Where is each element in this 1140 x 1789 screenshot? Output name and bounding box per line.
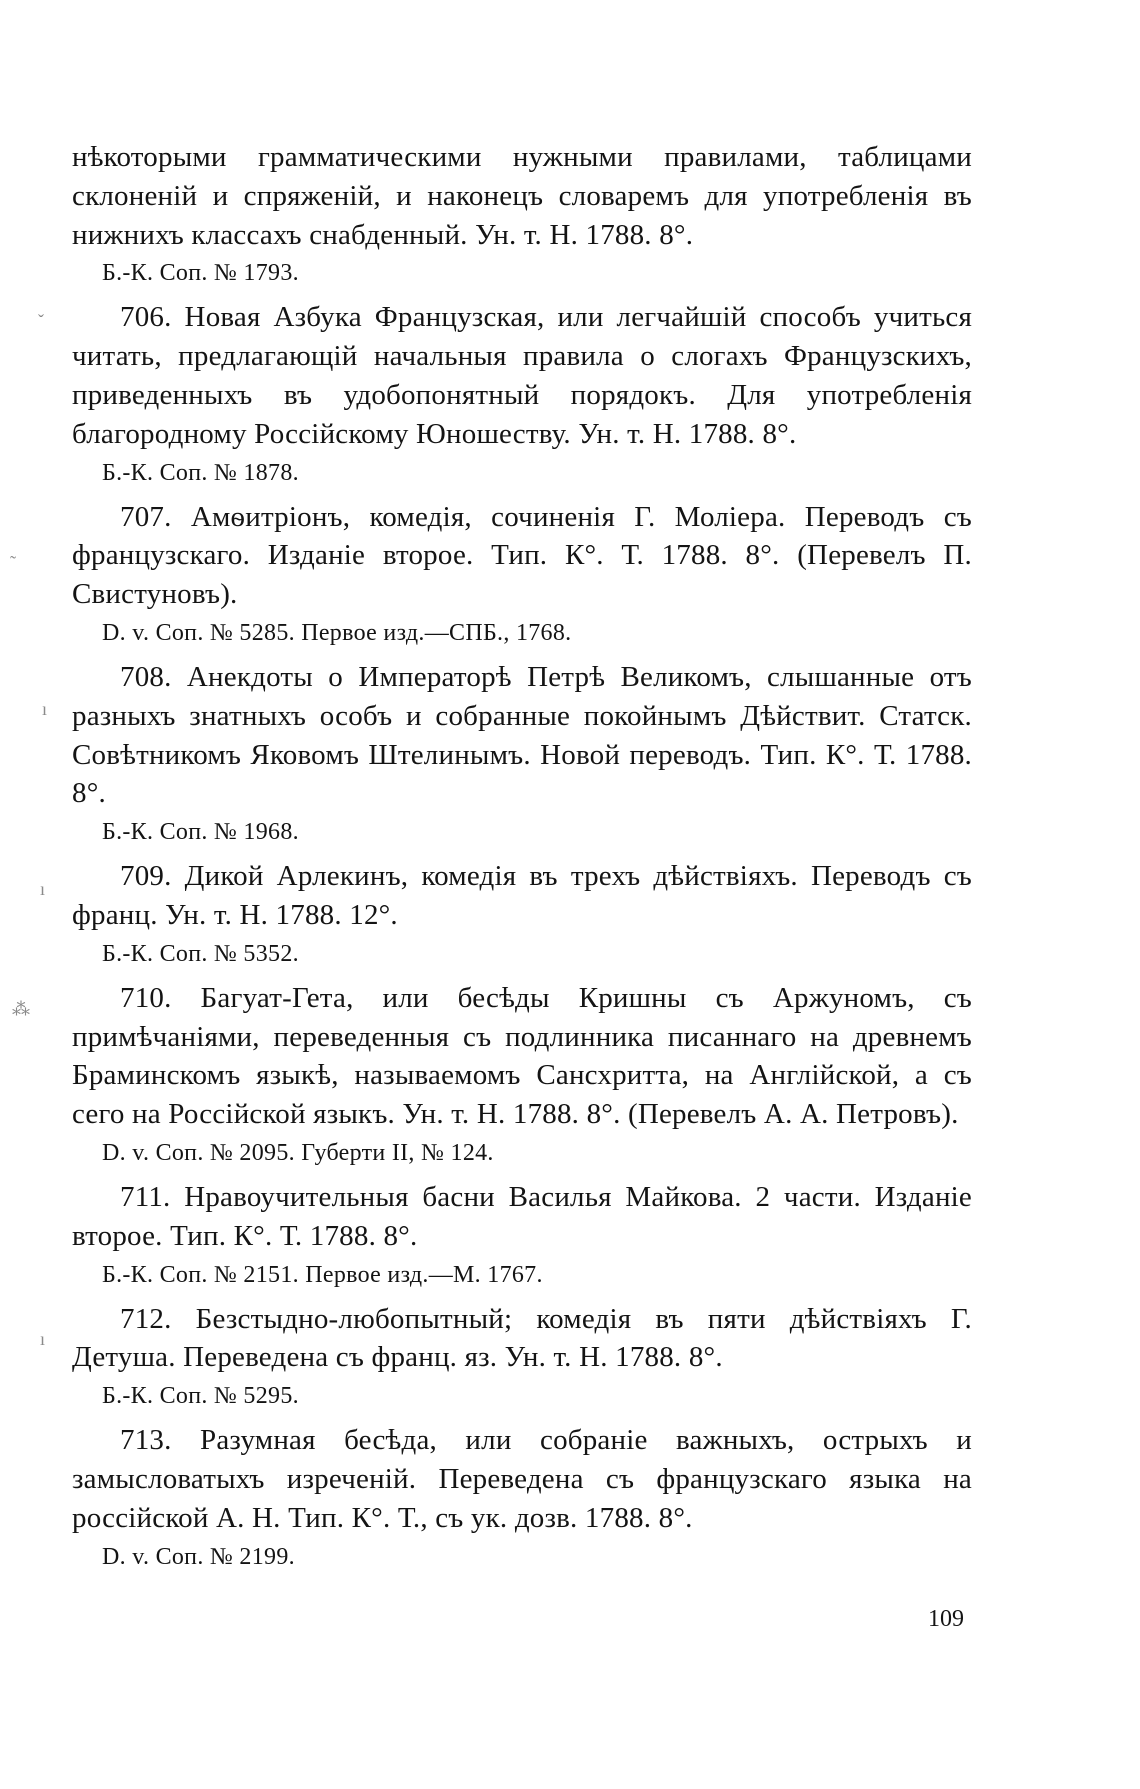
- margin-speck: ı: [42, 699, 48, 719]
- entry-706: [72, 298, 972, 489]
- entry-708: [72, 658, 972, 849]
- entry-text: 709. Дикой Арлекинъ, комедія въ трехъ дѣйствіяхъ. Переводъ съ франц. Ун. т. Н. 1788. 12°.: [72, 860, 972, 931]
- entry-text: 711. Нравоучительныя басни Василья Майкова. 2 части. Изданіе второе. Тип. К°. Т. 1788. 8°.: [72, 1180, 972, 1252]
- entry-reference: D. v. Соп. № 2095. Губерти II, № 124.: [102, 1139, 494, 1166]
- entry-712: [72, 1300, 972, 1414]
- entry-707: [72, 498, 972, 650]
- entry-reference: D. v. Соп. № 2199.: [102, 1543, 295, 1570]
- page-number: 109: [928, 1606, 964, 1632]
- entry-710: [72, 979, 972, 1170]
- entry-reference: D. v. Соп. № 5285. Первое изд.—СПБ., 1768.: [102, 619, 572, 646]
- entry-text: 710. Багуат-Гета, или бесѣды Кришны съ Аржуномъ, съ примѣчаніями, переведенныя съ подлинника писаннаго на древнемъ Браминскомъ языкѣ, называемомъ Сансхритта, на Англійской, а съ сего на Россійской языкъ. Ун. т. Н. 1788. 8°. (Перевелъ А. А. Петровъ).: [72, 981, 972, 1131]
- entry-reference: Б.-К. Соп. № 1793.: [102, 260, 299, 287]
- entry-text: 706. Новая Азбука Французская, или легчайшій способъ учиться читать, предлагающій начальныя правила о слогахъ Французскихъ, приведенныхъ въ удобопонятный порядокъ. Для употребленія благородному Россійскому Юношеству. Ун. т. Н. 1788. 8°.: [72, 301, 972, 450]
- entry-709: [72, 857, 972, 971]
- entry-reference: Б.-К. Соп. № 1878.: [102, 459, 299, 486]
- entry-text: 712. Безстыдно-любопытный; комедія въ пяти дѣйствіяхъ Г. Детуша. Переведена съ франц. яз. Ун. т. Н. 1788. 8°.: [72, 1302, 972, 1374]
- entry-text: 713. Разумная бесѣда, или собраніе важныхъ, острыхъ и замысловатыхъ изреченій. Переведена съ французскаго языка на россійской А. Н. Тип. К°. Т., съ ук. дозв. 1788. 8°.: [72, 1424, 972, 1534]
- margin-speck: ˷: [10, 539, 16, 559]
- margin-speck: ⁂: [12, 999, 30, 1019]
- entry-continuation: [72, 138, 972, 290]
- margin-speck: ˇ: [38, 311, 44, 331]
- margin-speck: ı: [40, 1329, 46, 1349]
- entry-713: [72, 1421, 972, 1573]
- entry-reference: Б.-К. Соп. № 5352.: [102, 940, 299, 967]
- entry-text: нѣкоторыми грамматическими нужными правилами, таблицами склоненій и спряженій, и наконецъ словаремъ для употребленія въ нижнихъ классахъ снабденный. Ун. т. Н. 1788. 8°.: [72, 141, 972, 251]
- margin-speck: ı: [40, 879, 46, 899]
- entry-text: 708. Анекдоты о Императорѣ Петрѣ Великомъ, слышанные отъ разныхъ знатныхъ особъ и собранные покойнымъ Дѣйствит. Статск. Совѣтникомъ Яковомъ Штелинымъ. Новой переводъ. Тип. К°. Т. 1788. 8°.: [72, 660, 972, 810]
- entry-reference: Б.-К. Соп. № 2151. Первое изд.—М. 1767.: [102, 1261, 543, 1288]
- entry-reference: Б.-К. Соп. № 1968.: [102, 819, 299, 846]
- entry-reference: Б.-К. Соп. № 5295.: [102, 1383, 299, 1410]
- entry-711: [72, 1178, 972, 1292]
- entry-text: 707. Амѳитріонъ, комедія, сочиненія Г. Моліера. Переводъ съ французскаго. Изданіе второе. Тип. К°. Т. 1788. 8°. (Перевелъ П. Свистуновъ).: [72, 500, 972, 611]
- bibliography-text: [72, 138, 972, 1574]
